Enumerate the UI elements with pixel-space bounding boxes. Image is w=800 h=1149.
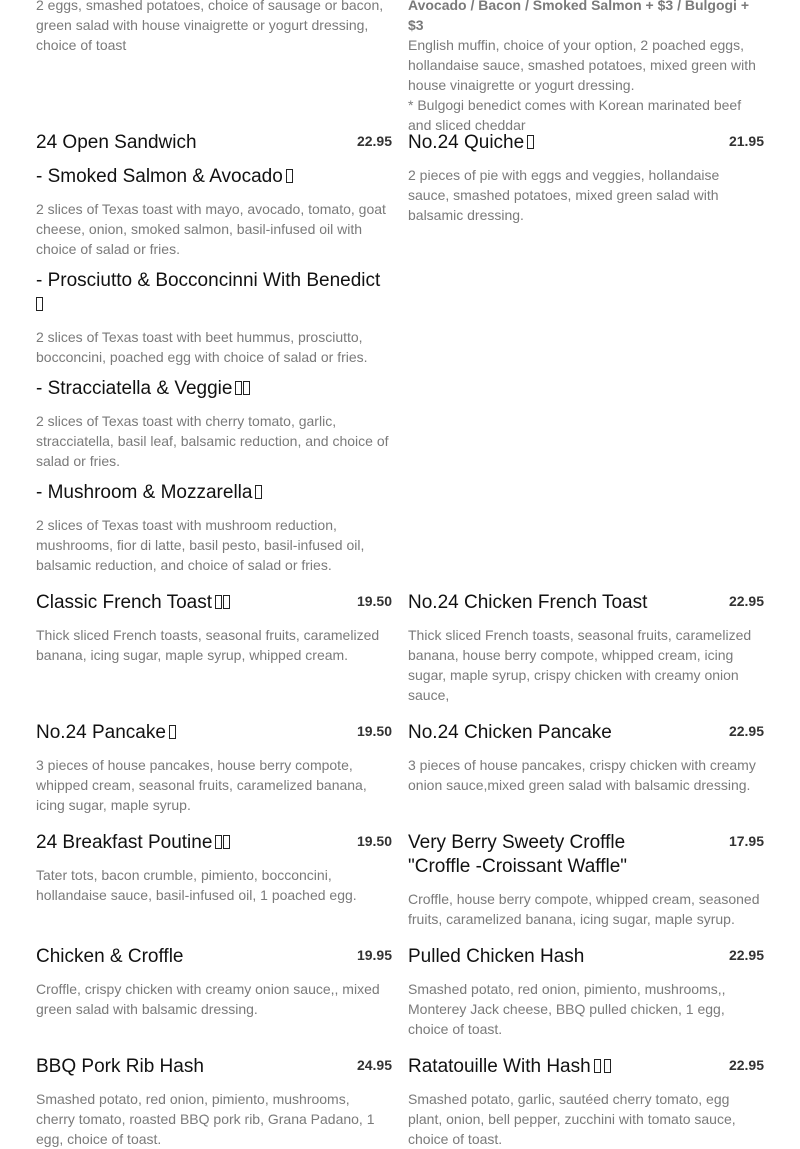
sub-item-name: - Smoked Salmon & Avocado xyxy=(36,165,392,189)
menu-item-bbq-pork-rib-hash xyxy=(36,1055,392,1149)
item-description: Croffle, crispy chicken with creamy onion sauce,, mixed green salad with balsamic dressing. xyxy=(36,981,380,1017)
item-name: Chicken & Croffle xyxy=(36,946,184,967)
item-name: 24 Open Sandwich xyxy=(36,132,197,153)
item-name: 24 Breakfast Poutine xyxy=(36,831,230,855)
item-name: Pulled Chicken Hash xyxy=(408,946,585,967)
item-price: 19.50 xyxy=(356,593,392,609)
menu-item-chicken-french-toast xyxy=(408,591,764,705)
item-price: 22.95 xyxy=(728,1057,764,1073)
dietary-icon xyxy=(215,835,222,849)
menu-item-benedict-partial xyxy=(408,0,764,135)
item-description: Tater tots, bacon crumble, pimiento, bocconcini, hollandaise sauce, basil-infused oil, 1 poached egg. xyxy=(36,867,357,903)
menu-item-ratatouille-hash xyxy=(408,1055,764,1149)
dietary-icon xyxy=(594,1059,601,1073)
item-description: 2 eggs, smashed potatoes, choice of sausage or bacon, green salad with house vinaigrette or yogurt dressing, choice of toast xyxy=(36,0,384,53)
item-description: 2 pieces of pie with eggs and veggies, hollandaise sauce, smashed potatoes, mixed green salad with balsamic dressing. xyxy=(408,167,720,223)
sub-item-description: 2 slices of Texas toast with beet hummus, prosciutto, bocconcini, poached egg with choice of salad or fries. xyxy=(36,329,368,365)
menu-item-quiche xyxy=(408,131,764,225)
menu-item-open-sandwich xyxy=(36,131,392,575)
item-name: No.24 Quiche xyxy=(408,131,534,155)
item-note: * Bulgogi benedict comes with Korean marinated beef and sliced cheddar xyxy=(408,97,742,133)
item-price: 22.95 xyxy=(728,723,764,739)
dietary-icon xyxy=(169,725,176,739)
dietary-icon xyxy=(604,1059,611,1073)
item-description: Smashed potato, red onion, pimiento, mushrooms,, Monterey Jack cheese, BBQ pulled chicken, 1 egg, choice of toast. xyxy=(408,981,726,1037)
menu-item-classic-french-toast xyxy=(36,591,392,665)
item-description: 3 pieces of house pancakes, crispy chicken with creamy onion sauce,mixed green salad with balsamic dressing. xyxy=(408,757,756,793)
item-name: Ratatouille With Hash xyxy=(408,1055,611,1079)
item-description: Smashed potato, red onion, pimiento, mushrooms, cherry tomato, roasted BBQ pork rib, Grana Padano, 1 egg, choice of toast. xyxy=(36,1091,375,1147)
item-price: 19.50 xyxy=(356,723,392,739)
item-description: Smashed potato, garlic, sautéed cherry tomato, egg plant, onion, bell pepper, zucchini with tomato sauce, choice of toast. xyxy=(408,1091,736,1147)
sub-item-description: 2 slices of Texas toast with cherry tomato, garlic, stracciatella, basil leaf, balsamic reduction, and choice of salad or fries. xyxy=(36,413,389,469)
item-name: No.24 Chicken French Toast xyxy=(408,592,648,613)
item-price: 19.95 xyxy=(356,947,392,963)
item-description: 3 pieces of house pancakes, house berry compote, whipped cream, seasonal fruits, caramelized banana, icing sugar, maple syrup. xyxy=(36,757,367,813)
item-price: 21.95 xyxy=(728,133,764,149)
item-name: BBQ Pork Rib Hash xyxy=(36,1056,204,1077)
dietary-icon xyxy=(215,595,222,609)
menu-item-chicken-pancake xyxy=(408,721,764,795)
dietary-icon xyxy=(286,169,293,183)
item-price: 24.95 xyxy=(356,1057,392,1073)
menu-item-pulled-chicken-hash xyxy=(408,945,764,1039)
menu-item-breakfast-poutine xyxy=(36,831,392,905)
dietary-icon xyxy=(527,135,534,149)
sub-item-name: - Mushroom & Mozzarella xyxy=(36,481,392,505)
dietary-icon xyxy=(235,381,242,395)
item-price: 22.95 xyxy=(356,133,392,149)
dietary-icon xyxy=(223,595,230,609)
item-name: Classic French Toast xyxy=(36,591,230,615)
sub-item-description: 2 slices of Texas toast with mushroom reduction, mushrooms, fior di latte, basil pesto, basil-infused oil, balsamic reduction, and choice of salad or fries. xyxy=(36,517,365,573)
item-description: Thick sliced French toasts, seasonal fruits, caramelized banana, icing sugar, maple syrup, whipped cream. xyxy=(36,627,380,663)
sub-item-name: - Stracciatella & Veggie xyxy=(36,377,392,401)
menu-item-eggs-partial xyxy=(36,0,392,55)
item-description: Croffle, house berry compote, whipped cream, seasoned fruits, caramelized banana, icing sugar, maple syrup. xyxy=(408,891,760,927)
benedict-options: Avocado / Bacon / Smoked Salmon + $3 / Bulgogi + $3 xyxy=(408,0,750,33)
dietary-icon xyxy=(36,297,43,311)
dietary-icon xyxy=(243,381,250,395)
sub-item-description: 2 slices of Texas toast with mayo, avocado, tomato, goat cheese, onion, smoked salmon, basil-infused oil with choice of salad or fries. xyxy=(36,201,386,257)
item-price: 17.95 xyxy=(728,833,764,849)
menu-item-pancake xyxy=(36,721,392,815)
menu-item-berry-croffle xyxy=(408,831,764,929)
item-name: Very Berry Sweety Croffle "Croffle -Croissant Waffle" xyxy=(408,832,628,877)
item-name: No.24 Pancake xyxy=(36,721,176,745)
menu-item-chicken-croffle xyxy=(36,945,392,1019)
item-description: Thick sliced French toasts, seasonal fruits, caramelized banana, house berry compote, whipped cream, icing sugar, maple syrup, crispy chicken with creamy onion sauce, xyxy=(408,627,752,703)
sub-item-name: - Prosciutto & Bocconcinni With Benedict xyxy=(36,269,392,317)
dietary-icon xyxy=(255,485,262,499)
dietary-icon xyxy=(223,835,230,849)
item-price: 22.95 xyxy=(728,593,764,609)
item-description: English muffin, choice of your option, 2 poached eggs, hollandaise sauce, smashed potatoes, mixed green with house vinaigrette or yogurt dressing. xyxy=(408,37,756,93)
item-name: No.24 Chicken Pancake xyxy=(408,722,612,743)
item-price: 22.95 xyxy=(728,947,764,963)
item-price: 19.50 xyxy=(356,833,392,849)
